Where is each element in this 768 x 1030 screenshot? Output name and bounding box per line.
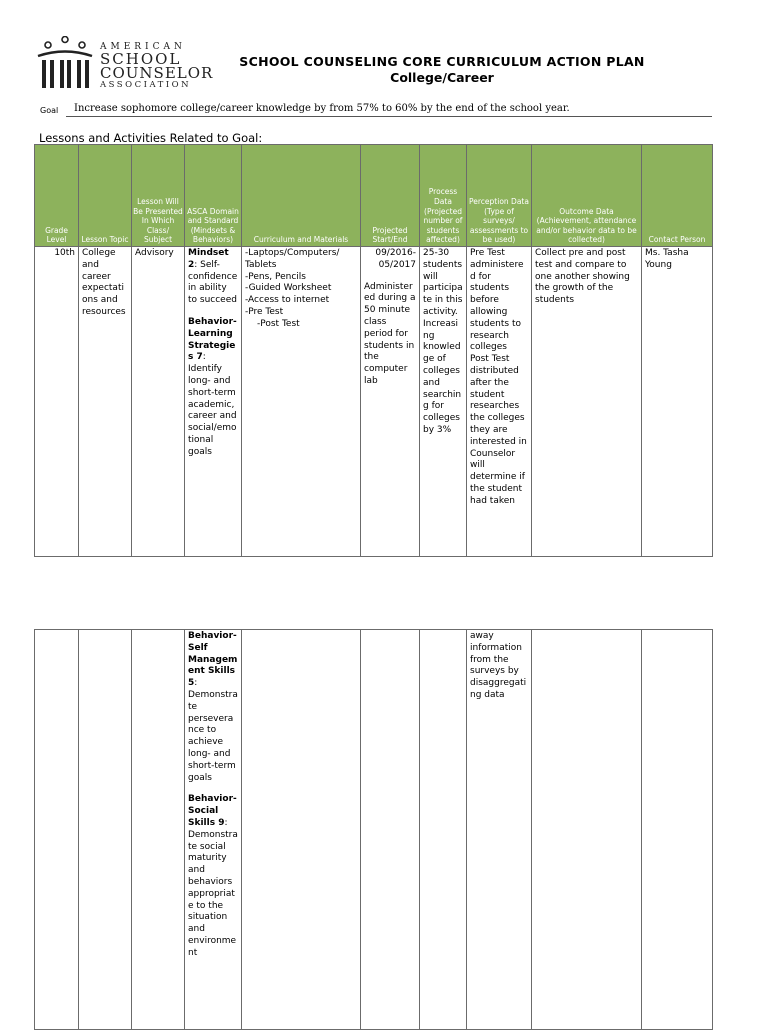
cell-perception xyxy=(467,247,532,557)
cell-class: Advisory xyxy=(132,247,185,557)
cell-process xyxy=(420,247,467,557)
process-note: Increasing knowledge of colleges and searching for colleges by 3% xyxy=(423,318,462,435)
perception-counselor: Counselor will determine if the student had taken xyxy=(470,448,525,506)
asca-m2-text: : Self-confidence in ability to succeed xyxy=(188,259,238,306)
logo-wordmark xyxy=(100,42,213,90)
dates-note: Administered during a 50 minute class period for students in the computer lab xyxy=(364,281,416,386)
action-plan-table-continued xyxy=(34,629,713,1030)
asca-m2-title: Mindset 2 xyxy=(188,248,229,270)
cell-perception-cont: away information from the surveys by disaggregating data xyxy=(467,630,532,1030)
cell-materials-cont xyxy=(242,630,361,1030)
goal-underline xyxy=(66,116,712,117)
asca-b7-text: : Identify long- and short-term academic, career and social/emotional goals xyxy=(188,352,237,457)
material-item: -Post Test xyxy=(257,318,300,329)
col-header-materials: Curriculum and Materials xyxy=(242,145,361,247)
col-header-outcome: Outcome Data (Achievement, attendance and/or behavior data to be collected) xyxy=(532,145,642,247)
logo-line-school: SCHOOL xyxy=(100,50,182,68)
process-count: 25-30 students will participate in this activity. xyxy=(423,248,463,317)
asca-b5-text: : Demonstrate perseverance to achieve long- and short-term goals xyxy=(188,678,238,783)
col-header-class: Lesson Will Be Presented In Which Class/ Subject xyxy=(132,145,185,247)
material-item: -Pre Test xyxy=(245,306,284,317)
cell-dates-cont xyxy=(361,630,420,1030)
col-header-dates: Projected Start/End xyxy=(361,145,420,247)
lessons-heading: Lessons and Activities Related to Goal: xyxy=(39,131,263,145)
table-header-row xyxy=(35,145,713,247)
logo-line-association: ASSOCIATION xyxy=(100,80,192,90)
col-header-asca: ASCA Domain and Standard (Mindsets & Behaviors) xyxy=(185,145,242,247)
cell-topic: College and career expectations and resources xyxy=(79,247,132,557)
cell-contact-cont xyxy=(642,630,713,1030)
logo-line-american: AMERICAN xyxy=(100,42,186,52)
material-item: -Pens, Pencils xyxy=(245,271,306,282)
cell-outcome: Collect pre and post test and compare to one another showing the growth of the students xyxy=(532,247,642,557)
material-item: -Laptops/Computers/ Tablets xyxy=(245,248,340,270)
action-plan-table xyxy=(34,144,713,557)
cell-grade: 10th xyxy=(35,247,79,557)
col-header-process: Process Data (Projected number of students affected) xyxy=(420,145,467,247)
table-row xyxy=(35,247,713,557)
asca-b9-title: Behavior- Social Skills 9 xyxy=(188,794,237,828)
col-header-contact: Contact Person xyxy=(642,145,713,247)
cell-dates xyxy=(361,247,420,557)
cell-outcome-cont xyxy=(532,630,642,1030)
table-row xyxy=(35,630,713,1030)
perception-pretest: Pre Test administered for students before allowing students to research colleges xyxy=(470,248,524,353)
goal-text: Increase sophomore college/career knowledge by from 57% to 60% by the end of the school year. xyxy=(74,103,570,114)
col-header-topic: Lesson Topic xyxy=(79,145,132,247)
cell-process-cont xyxy=(420,630,467,1030)
goal-label: Goal xyxy=(40,106,59,115)
logo-line-counselor: COUNSELOR xyxy=(100,64,214,82)
cell-class-cont xyxy=(132,630,185,1030)
asca-b7-title: Behavior- Learning Strategies 7 xyxy=(188,316,237,363)
page-title: SCHOOL COUNSELING CORE CURRICULUM ACTION PLAN xyxy=(239,54,645,69)
cell-topic-cont xyxy=(79,630,132,1030)
cell-asca xyxy=(185,247,242,557)
material-item: -Access to internet xyxy=(245,295,330,306)
col-header-perception: Perception Data (Type of surveys/ assessments to be used) xyxy=(467,145,532,247)
asca-b5-title: Behavior- Self Management Skills 5 xyxy=(188,631,238,689)
asca-b9-text: : Demonstrate social maturity and behaviors appropriate to the situation and environment xyxy=(188,817,238,958)
cell-materials xyxy=(242,247,361,557)
dates-range: 09/2016-05/2017 xyxy=(375,248,416,270)
cell-asca-cont xyxy=(185,630,242,1030)
cell-contact: Ms. Tasha Young xyxy=(642,247,713,557)
cell-grade-cont xyxy=(35,630,79,1030)
perception-posttest: Post Test distributed after the student researches the colleges they are interested in xyxy=(470,354,527,447)
page-subtitle: College/Career xyxy=(390,70,494,85)
col-header-grade: Grade Level xyxy=(35,145,79,247)
material-item: -Guided Worksheet xyxy=(245,283,332,294)
